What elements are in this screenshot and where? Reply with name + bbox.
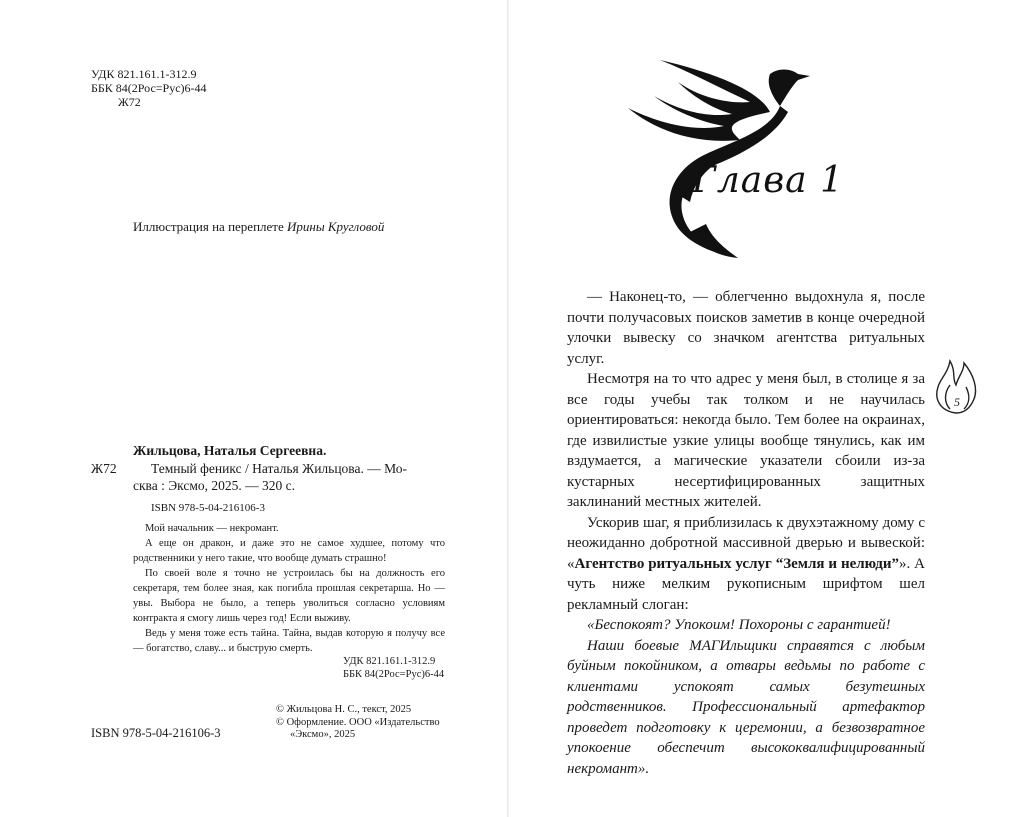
code-top: Ж72 [118, 95, 141, 109]
p3-start: Ускорив шаг, я приблизилась к двухэтажному дому с неожиданно добротной массивной дверью и вывеской: « [567, 514, 925, 572]
slogan-body: Наши боевые МАГИльщики справятся с любым буйным покойником, а отвары ведьмы по работе с клиентами успокоят самых безутешных родственников. Профессиональный артефактор проведет подготовку к церемонии, а безвозвратное упокоение обеспечит высококвалифицированный некромант». [567, 637, 925, 777]
biblio-line-1: Темный феникс / Наталья Жильцова. — Мо- [151, 461, 408, 476]
illustration-prefix: Иллюстрация на переплете [133, 219, 284, 234]
chapter-title: Глава 1 [692, 160, 844, 201]
author-heading: Жильцова, Наталья Сергеевна. [133, 443, 327, 458]
copyright-text: © Жильцова Н. С., текст, 2025 [276, 704, 412, 715]
bbk-bottom: ББК 84(2Рос=Рус)6-44 [343, 669, 445, 680]
code-margin: Ж72 [91, 461, 117, 476]
chapter-text [567, 287, 925, 779]
copyright-design: © Оформление. ООО «Издательство [276, 716, 440, 728]
annotation-para: А еще он дракон, и даже это не самое худшее, потому что родственники у него такие, что вообще думать страшно! [133, 538, 445, 564]
copyright-block [276, 704, 440, 742]
bbk-top: ББК 84(2Рос=Рус)6-44 [91, 81, 207, 95]
illustration-credit [133, 219, 384, 235]
isbn-bottom: ISBN 978-5-04-216106-3 [91, 726, 221, 740]
annotation-para: Ведь у меня тоже есть тайна. Тайна, выдав которую я получу все — богатство, славу... и быструю смерть. [133, 628, 445, 654]
annotation-para: Мой начальник — некромант. [145, 523, 279, 534]
copyright-publisher: «Эксмо», 2025 [290, 729, 356, 740]
biblio-line-2: сква : Эксмо, 2025. — 320 с. [133, 478, 296, 493]
udk-top: УДК 821.161.1-312.9 [91, 67, 197, 81]
left-page [0, 0, 508, 817]
annotation-para: По своей воле я точно не устроилась бы на должность его секретаря, тем более зная, как погибла прошлая секретарша. Но — увы. Выбора не было, а теперь уволиться согласно условиям контракта я смогу лишь через год! Если выживу. [133, 568, 445, 624]
phoenix-ornament [620, 52, 820, 262]
agency-name: Агентство ритуальных услуг “Земля и нелюди” [574, 555, 900, 572]
annotation [133, 521, 445, 656]
page-number: 5 [954, 395, 960, 409]
illustrator-name: Ирины Кругловой [287, 219, 385, 234]
body-paragraph: Несмотря на то что адрес у меня был, в столице я за все годы учебы так толком и не научилась ориентироваться: некогда было. Тем более на окраинах, где извилистые узкие улицы вообще тянулись, как им вздумается, а магические указатели сбоили из-за кустарных несертифицированных защитных заклинаний местных жителей. [567, 371, 925, 510]
slogan-line: «Беспокоят? Упокоим! Похороны с гарантией! [587, 617, 891, 633]
body-paragraph: — Наконец-то, — облегченно выдохнула я, после почти получасовых поисков заметив в конце очередной улочки вывеску со значком агентства ритуальных услуг. [567, 289, 925, 367]
body-paragraph [567, 513, 925, 616]
isbn-inner: ISBN 978-5-04-216106-3 [151, 502, 265, 514]
p3-end: ». А чуть ниже мелким рукописным шрифтом шел рекламный слоган: [567, 555, 925, 613]
udk-bottom: УДК 821.161.1-312.9 [343, 656, 436, 667]
